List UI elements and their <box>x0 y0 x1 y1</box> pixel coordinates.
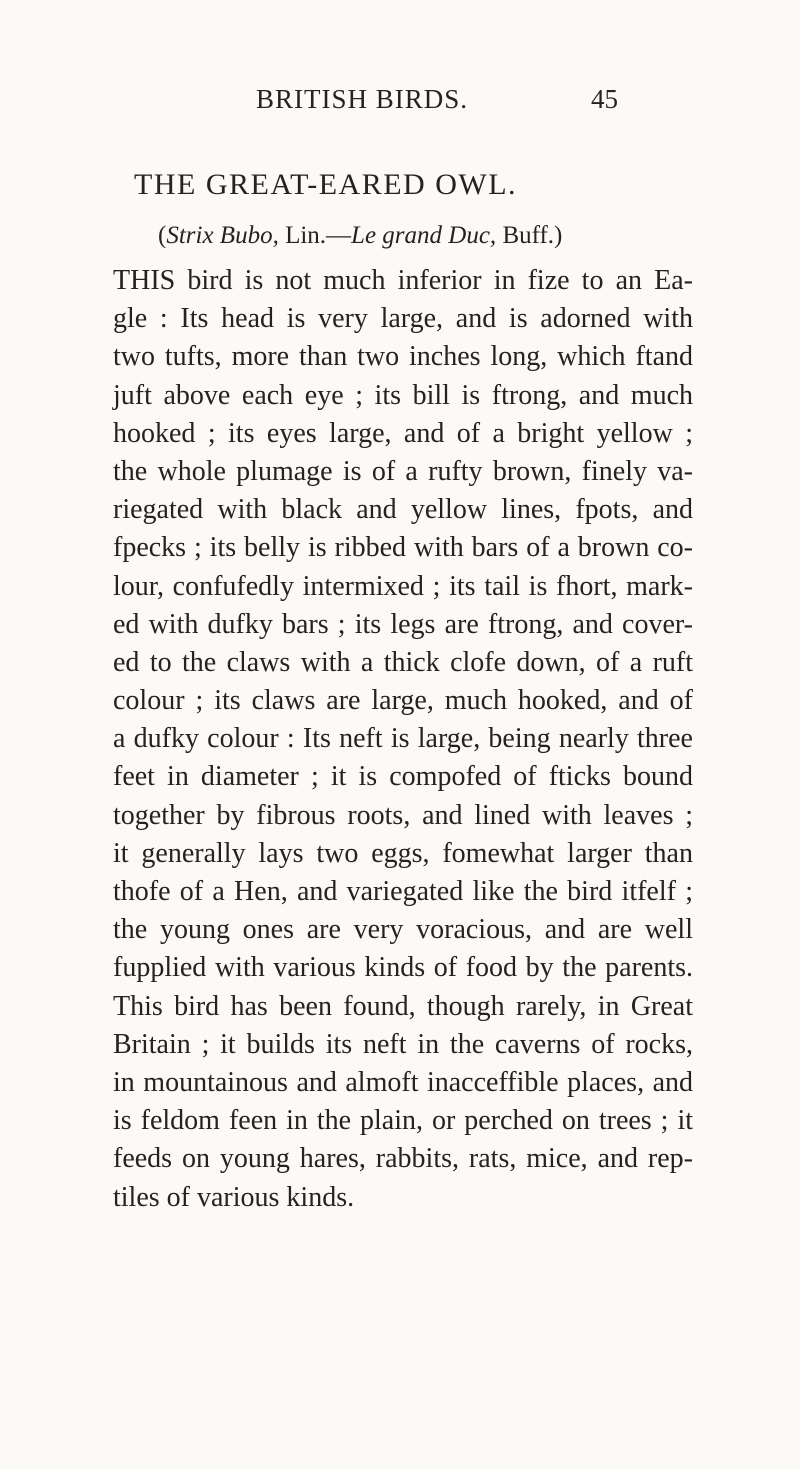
article-title: THE GREAT-EARED OWL. <box>134 168 518 201</box>
authority: Lin.— <box>278 222 352 249</box>
scientific-name: Strix Bubo, <box>166 222 279 249</box>
body-line: This bird has been found, though rarely, in Great <box>113 990 693 1022</box>
body-line: feet in diameter ; it is compofed of fticks bound <box>113 761 693 793</box>
synonymy-line <box>158 222 562 250</box>
body-line: ed with dufky bars ; its legs are ftrong, and cover- <box>113 608 693 640</box>
body-line: fupplied with various kinds of food by the parents. <box>113 952 693 984</box>
body-line: two tufts, more than two inches long, which ftand <box>113 341 693 373</box>
article-body <box>113 262 693 1217</box>
body-line: ed to the claws with a thick clofe down, of a ruft <box>113 646 693 678</box>
body-line: Britain ; it builds its neft in the caverns of rocks, <box>113 1028 693 1060</box>
french-name: Le grand Duc, <box>351 222 497 249</box>
body-line: thofe of a Hen, and variegated like the bird itfelf ; <box>113 876 693 907</box>
body-line: a dufky colour : Its neft is large, being nearly three <box>113 723 693 755</box>
body-line: it generally lays two eggs, fomewhat larger than <box>113 837 693 869</box>
body-line: in mountainous and almoft inacceffible places, and <box>113 1066 693 1098</box>
body-line: the whole plumage is of a rufty brown, finely va- <box>113 455 693 487</box>
body-line: THIS bird is not much inferior in fize to an Ea- <box>113 265 693 296</box>
body-line: together by fibrous roots, and lined with leaves ; <box>113 799 693 831</box>
body-line: juft above each eye ; its bill is ftrong, and much <box>113 379 693 411</box>
body-line: fpecks ; its belly is ribbed with bars of a brown co- <box>113 532 693 564</box>
body-line: tiles of various kinds. <box>113 1181 355 1213</box>
body-line: lour, confufedly intermixed ; its tail is fhort, mark- <box>113 570 693 602</box>
body-line: hooked ; its eyes large, and of a bright yellow ; <box>113 417 693 449</box>
body-line: riegated with black and yellow lines, fpots, and <box>113 494 693 526</box>
body-line: the young ones are very voracious, and are well <box>113 914 693 946</box>
body-line: is feldom feen in the plain, or perched on trees ; it <box>113 1105 693 1137</box>
page-number: 45 <box>591 84 618 114</box>
body-line: feeds on young hares, rabbits, rats, mice, and rep- <box>113 1143 693 1175</box>
running-head <box>0 84 800 124</box>
source-citation: Buff.) <box>496 222 563 249</box>
body-line: colour ; its claws are large, much hooked, and of <box>113 685 693 717</box>
synonymy-open-paren: ( <box>158 222 167 249</box>
running-title: BRITISH BIRDS. <box>256 84 469 114</box>
body-line: gle : Its head is very large, and is adorned with <box>113 303 693 335</box>
